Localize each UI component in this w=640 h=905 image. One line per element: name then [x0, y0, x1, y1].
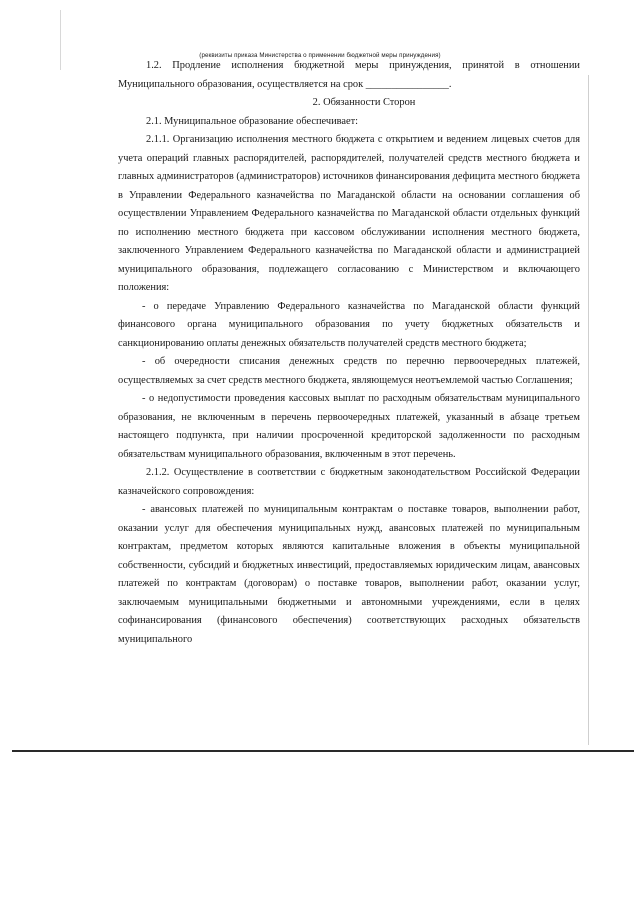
document-body — [118, 57, 580, 649]
section-heading: 2. Обязанности Сторон — [312, 97, 416, 108]
clause-1-2: 1.2. Продление исполнения бюджетной меры принуждения, принятой в отношении Муниципального образования, осуществляется на срок ________________. — [118, 60, 580, 90]
scan-artifact-line — [588, 75, 589, 745]
clause-2-1: 2.1. Муниципальное образование обеспечивает: — [146, 115, 359, 127]
page-bottom-rule — [12, 750, 634, 752]
clause-2-1-2: 2.1.2. Осуществление в соответствии с бюджетным законодательством Российской Федерации казначейского сопровождения: — [118, 467, 580, 497]
scan-artifact-line — [60, 10, 61, 70]
list-item: - авансовых платежей по муниципальным контрактам о поставке товаров, выполнении работ, оказании услуг для обеспечения муниципальных нужд, авансовых платежей по муниципальным контрактам, предметом которых являются капитальные вложения в объекты муниципальной собственности, субсидий и бюджетных инвестиций, предоставляемых юридическим лицам, авансовых платежей по контрактам (договорам) о поставке товаров, выполнении работ, оказании услуг, заключаемым муниципальными бюджетными и автономными учреждениями, если в целях софинансирования (финансового обеспечения) соответствующих расходных обязательств муниципального — [118, 504, 580, 645]
list-item: - об очередности списания денежных средств по перечню первоочередных платежей, осуществляемых за счет средств местного бюджета, являющемуся неотъемлемой частью Соглашения; — [118, 356, 580, 386]
list-item: - о передаче Управлению Федерального казначейства по Магаданской области функций финансового органа муниципального образования по учету бюджетных обязательств и санкционированию оплаты денежных обязательств получателей средств местного бюджета; — [118, 300, 580, 349]
clause-2-1-1: 2.1.1. Организацию исполнения местного бюджета с открытием и ведением лицевых счетов для учета операций главных распорядителей, распорядителей, получателей средств местного бюджета и главных администраторов (администраторов) источников финансирования дефицита местного бюджета в Управлении Федерального казначейства по Магаданской области на основании соглашения об осуществлении Управлением Федерального казначейства по Магаданской области отдельных функций по исполнению местного бюджета при кассовом обслуживании исполнения местного бюджета, заключенного Управлением Федерального казначейства по Магаданской области и администрацией муниципального образования, подлежащего согласованию с Министерством и включающего положения: — [118, 134, 580, 293]
list-item: - о недопустимости проведения кассовых выплат по расходным обязательствам муниципального образования, не включенным в перечень первоочередных платежей, указанный в абзаце третьем настоящего подпункта, при наличии просроченной кредиторской задолженности по расходным обязательствам муниципального образования, включенным в этот перечень. — [118, 393, 580, 460]
order-details-note: (реквизиты приказа Министерства о применении бюджетной меры принуждения) — [199, 52, 441, 59]
